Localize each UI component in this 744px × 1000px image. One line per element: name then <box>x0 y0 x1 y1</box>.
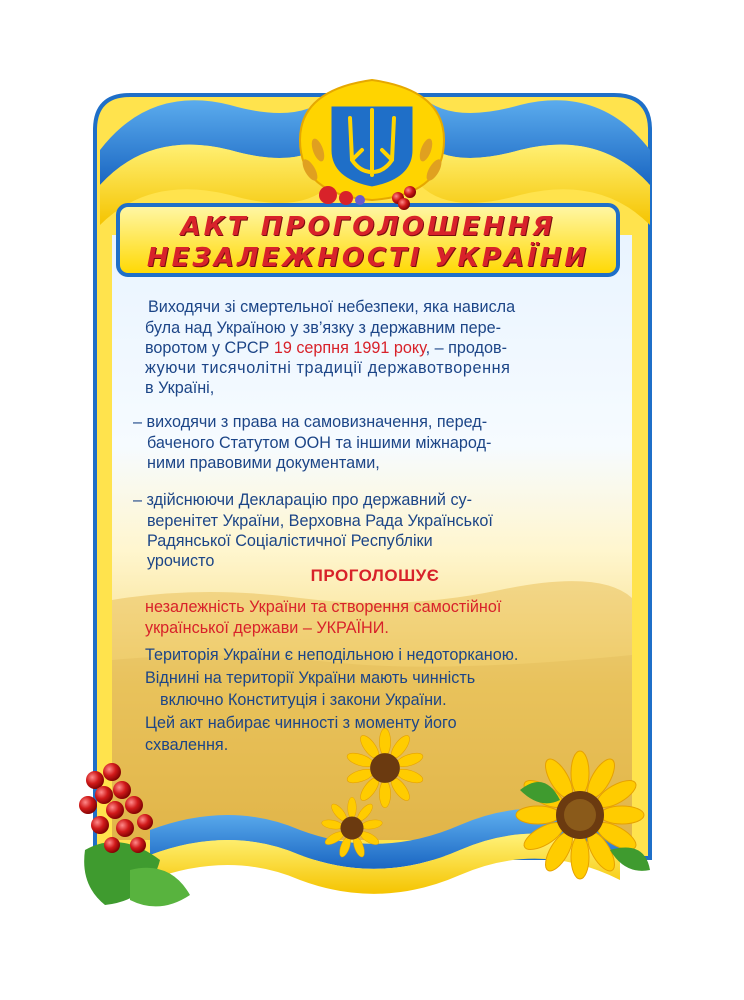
declaration-line-1: незалежність України та створення самостійної <box>145 598 502 616</box>
p3-line-2: веренітет України, Верховна Рада Української <box>147 512 493 530</box>
title-line-2: НЕЗАЛЕЖНОСТІ УКРАЇНИ <box>146 243 590 273</box>
p2-line-3: ними правовими документами, <box>147 454 380 472</box>
p2-line-2: баченого Статутом ООН та іншими міжнарод- <box>147 434 492 452</box>
closing-line-3: включно Конституція і закони України. <box>160 691 447 709</box>
closing-line-4: Цей акт набирає чинності з моменту його <box>145 714 457 732</box>
p1-line-4: жуючи тисячолітні традиції державотворення <box>145 359 511 377</box>
p1-line-3 <box>145 338 507 359</box>
p1-line-3a: воротом у СРСР <box>145 339 274 357</box>
closing-line-1: Територія України є неподільною і недоторканою. <box>145 646 519 664</box>
p3-line-4: урочисто <box>147 552 215 570</box>
proclaims-heading: ПРОГОЛОШУЄ <box>310 566 440 585</box>
p2-line-1: – виходячи з права на самовизначення, перед- <box>133 413 488 431</box>
declaration-line-2: української держави – УКРАЇНИ. <box>145 619 389 637</box>
closing-line-5: схвалення. <box>145 736 229 754</box>
closing-line-2: Віднині на території України мають чинність <box>145 669 476 687</box>
coup-date: 19 серпня 1991 року <box>273 339 426 357</box>
p3-line-3: Радянської Соціалістичної Республіки <box>147 532 433 550</box>
p1-line-3b: , – продов- <box>425 339 507 357</box>
title-line-1: АКТ ПРОГОЛОШЕННЯ <box>180 212 556 242</box>
p1-line-1: Виходячи зі смертельної небезпеки, яка нависла <box>148 298 516 316</box>
p1-line-2: була над Україною у зв’язку з державним пере- <box>145 319 502 337</box>
p1-line-5: в Україні, <box>145 379 215 397</box>
p3-line-1: – здійснюючи Декларацію про державний су- <box>133 491 473 509</box>
